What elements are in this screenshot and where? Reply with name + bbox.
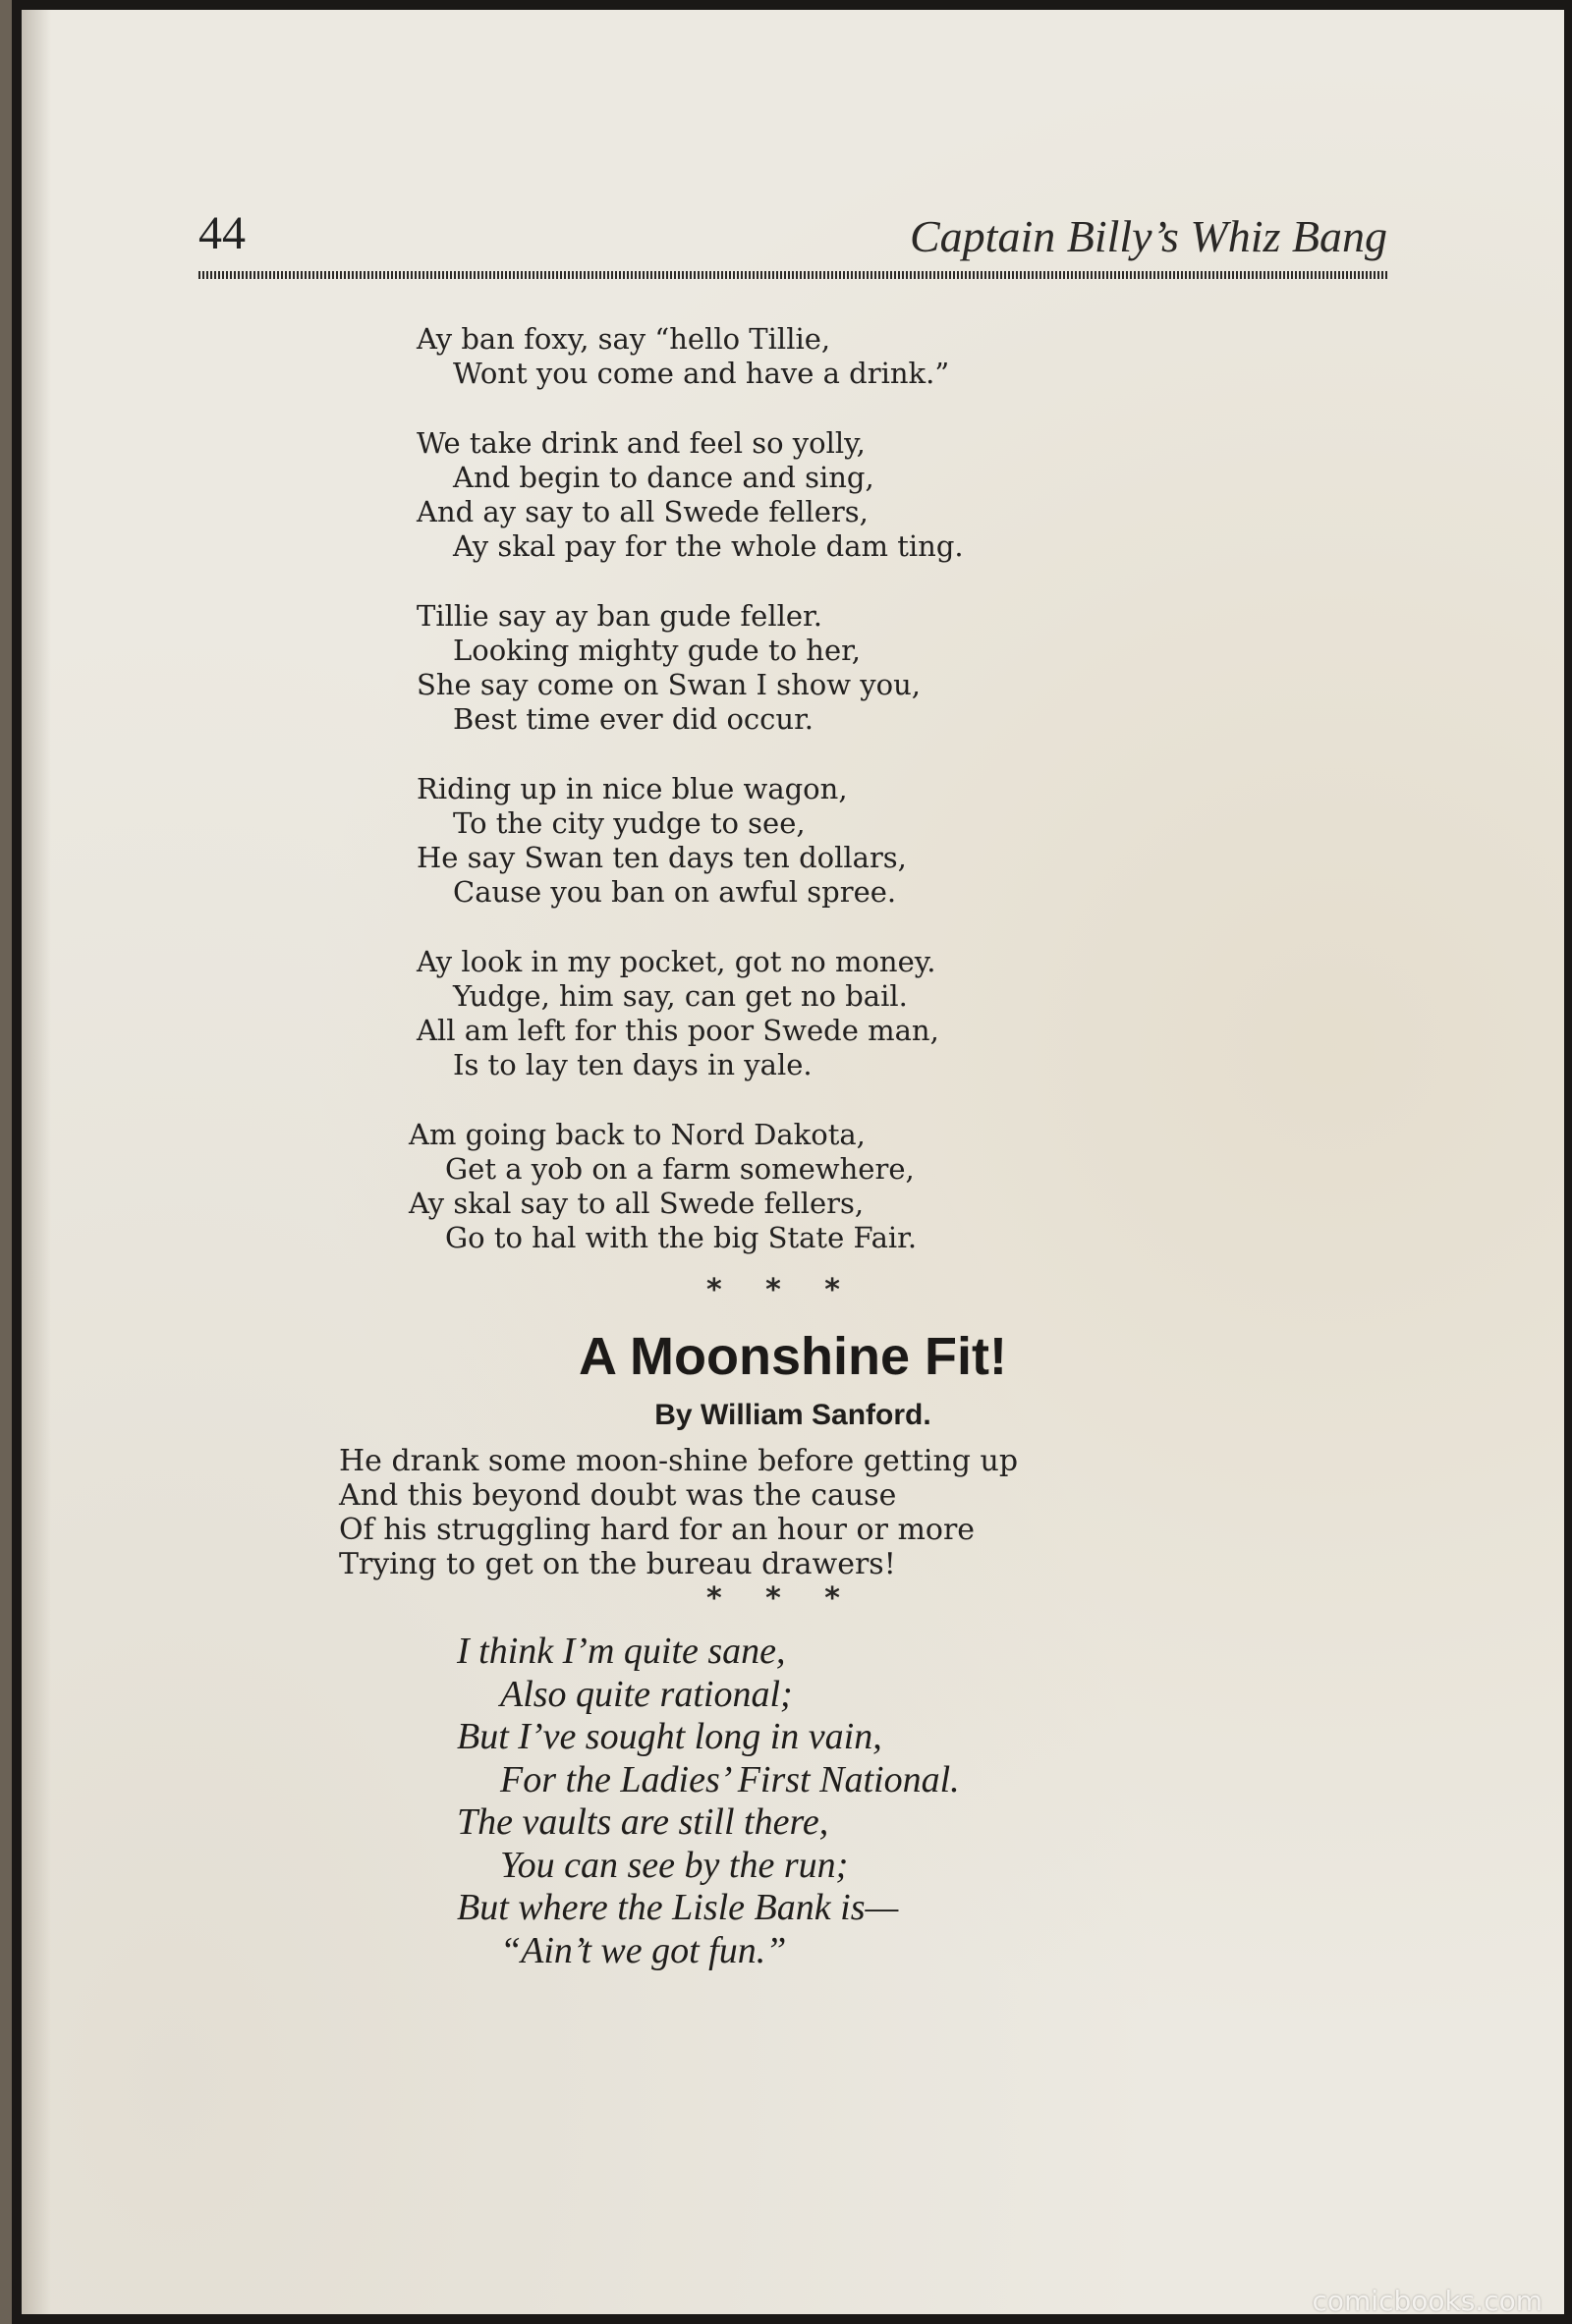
poem-line: Cause you ban on awful spree.	[453, 875, 897, 909]
poem-line: She say come on Swan I show you,	[417, 668, 921, 701]
poem-line: To the city yudge to see,	[453, 806, 806, 840]
poem-line: But where the Lisle Bank is—	[457, 1887, 899, 1928]
stanza	[417, 945, 1301, 1082]
poem-line: The vaults are still there,	[457, 1801, 829, 1843]
poem-line: Trying to get on the bureau drawers!	[339, 1547, 896, 1581]
poem-line: And ay say to all Swede fellers,	[417, 495, 869, 528]
poem-line: Am going back to Nord Dakota,	[409, 1118, 866, 1151]
poem-line: And this beyond doubt was the cause	[339, 1478, 897, 1513]
page-edge	[0, 0, 12, 2324]
stanza	[417, 772, 1301, 910]
poem-line: Looking mighty gude to her,	[453, 634, 862, 667]
poem-line: You can see by the run;	[500, 1844, 849, 1886]
running-title: Captain Billy’s Whiz Bang	[910, 211, 1387, 261]
section-separator: * * *	[706, 1273, 840, 1307]
poem-line: Tillie say ay ban gude feller.	[417, 599, 822, 633]
poem-line: Is to lay ten days in yale.	[453, 1048, 813, 1081]
poem-line: Wont you come and have a drink.”	[453, 357, 950, 390]
poem-line: I think I’m quite sane,	[457, 1631, 786, 1672]
poem-line: Of his struggling hard for an hour or more	[339, 1513, 976, 1547]
swede-poem	[409, 322, 1301, 1291]
poem-line: Go to hal with the big State Fair.	[445, 1221, 918, 1254]
page-number: 44	[198, 207, 246, 259]
poem-line: Ay look in my pocket, got no money.	[417, 945, 936, 978]
poem-line: All am left for this poor Swede man,	[417, 1014, 939, 1047]
bank-poem	[457, 1631, 1341, 1972]
poem-line: But I’ve sought long in vain,	[457, 1716, 882, 1757]
stanza	[417, 426, 1301, 564]
poem-title: A Moonshine Fit!	[579, 1327, 1007, 1386]
poem-line: For the Ladies’ First National.	[500, 1758, 960, 1800]
poem-line: Ay skal pay for the whole dam ting.	[453, 529, 964, 563]
poem-line: Ay skal say to all Swede fellers,	[409, 1187, 865, 1220]
magazine-page	[22, 10, 1564, 2314]
poem-line: He say Swan ten days ten dollars,	[417, 841, 907, 874]
poem-line: Also quite rational;	[500, 1673, 793, 1715]
stanza	[417, 322, 1301, 391]
stanza	[417, 599, 1301, 737]
poem-line: Riding up in nice blue wagon,	[417, 772, 848, 805]
section-separator: * * *	[706, 1581, 840, 1616]
page-header	[198, 206, 1387, 275]
stanza	[409, 1118, 1301, 1255]
poem-line: Best time ever did occur.	[453, 702, 814, 736]
poem-line: Get a yob on a farm somewhere,	[445, 1152, 915, 1186]
poem-line: Ay ban foxy, say “hello Tillie,	[417, 322, 831, 356]
header-rule	[198, 271, 1387, 279]
poem-line: “Ain’t we got fun.”	[500, 1929, 787, 1971]
poem-line: He drank some moon-shine before getting up	[339, 1444, 1019, 1478]
poem-line: And begin to dance and sing,	[453, 461, 874, 494]
poem-byline: By William Sanford.	[654, 1399, 931, 1431]
watermark: comicbooks.com	[1312, 2285, 1543, 2317]
poem-line: We take drink and feel so yolly,	[417, 426, 866, 460]
poem-line: Yudge, him say, can get no bail.	[453, 979, 908, 1013]
moonshine-poem	[339, 1444, 1321, 1581]
